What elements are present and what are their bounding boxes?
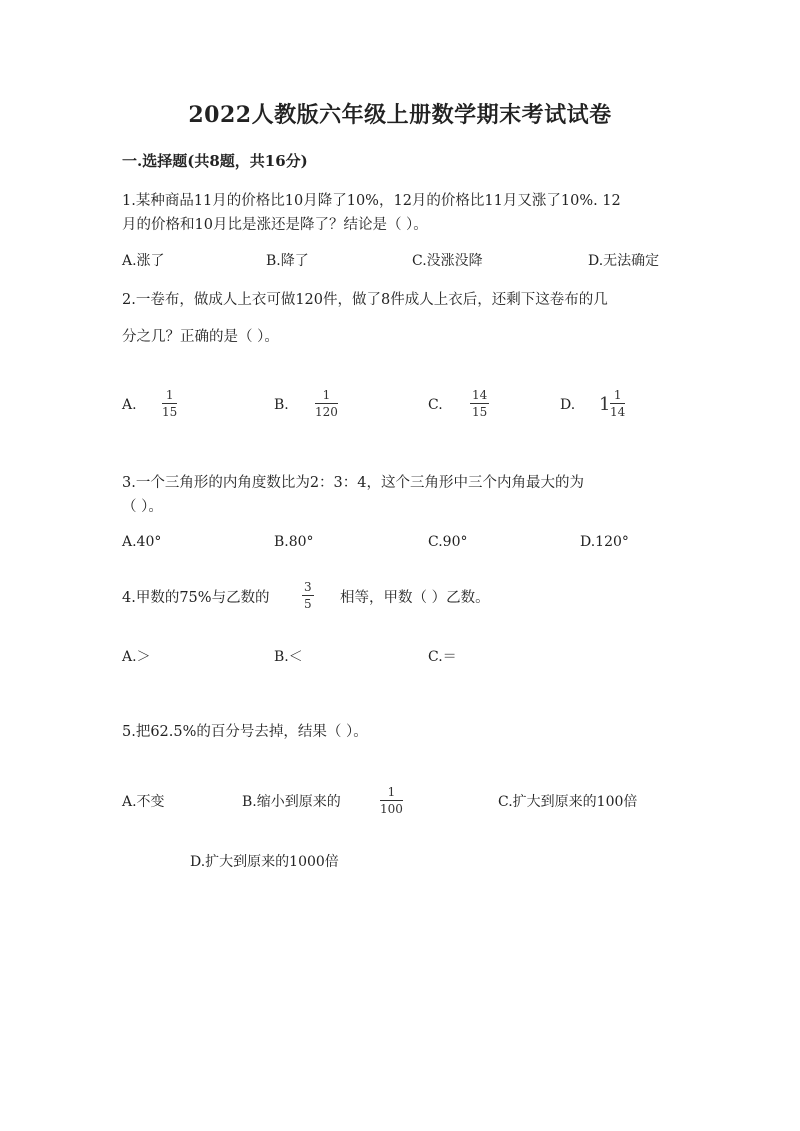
fraction-numerator: 1: [613, 388, 622, 402]
q2-option-d-fraction: [610, 389, 625, 419]
q3-option-b: B.80°: [274, 534, 314, 550]
fraction-denominator: 15: [162, 405, 178, 419]
fraction-numerator: 1: [165, 388, 174, 402]
q2-option-a-fraction: [162, 389, 177, 419]
q3-option-a: A.40°: [122, 534, 162, 550]
q2-option-a-label: A.: [122, 397, 137, 413]
q4-fraction: [302, 581, 314, 611]
question-4-text-after: 相等，甲数（ ）乙数。: [340, 590, 490, 606]
question-5-line-1: 5.把62.5%的百分号去掉，结果（ ）。: [122, 724, 368, 740]
q2-option-d-label: D.: [560, 397, 576, 413]
q4-option-c: C.＝: [428, 649, 457, 665]
q1-option-d: D.无法确定: [588, 253, 660, 269]
fraction-numerator: 14: [472, 388, 488, 402]
q2-option-b-label: B.: [274, 397, 289, 413]
fraction-denominator: 14: [610, 405, 626, 419]
q5-option-d: D.扩大到原来的1000倍: [190, 854, 339, 870]
question-3-line-1: 3.一个三角形的内角度数比为2：3：4，这个三角形中三个内角最大的为: [122, 475, 585, 491]
q2-option-b-fraction: [315, 389, 338, 419]
q5-option-b-fraction: [380, 786, 403, 816]
fraction-numerator: 1: [322, 388, 331, 402]
q1-option-b: B.降了: [266, 253, 309, 269]
q4-option-a: A.＞: [122, 649, 151, 665]
question-1-line-2: 月的价格和10月比是涨还是降了？结论是（ ）。: [122, 217, 428, 233]
page-title: 2022人教版六年级上册数学期末考试试卷: [188, 102, 612, 128]
question-2-line-1: 2.一卷布，做成人上衣可做120件，做了8件成人上衣后，还剩下这卷布的几: [122, 292, 608, 308]
question-4-text-before: 4.甲数的75%与乙数的: [122, 590, 270, 606]
question-1-line-1: 1.某种商品11月的价格比10月降了10%，12月的价格比11月又涨了10%. 12: [122, 193, 621, 209]
mixed-number-whole: 1: [599, 394, 611, 415]
question-2-line-2: 分之几？正确的是（ ）。: [122, 329, 279, 345]
q4-option-b: B.＜: [274, 649, 303, 665]
question-3-line-2: （ ）。: [122, 499, 163, 515]
q1-option-c: C.没涨没降: [412, 253, 483, 269]
q1-option-a: A.涨了: [122, 253, 165, 269]
q3-option-d: D.120°: [580, 534, 629, 550]
fraction-denominator: 5: [304, 597, 312, 611]
q5-option-b: B.缩小到原来的: [242, 794, 341, 810]
fraction-denominator: 120: [315, 405, 338, 419]
fraction-numerator: 1: [387, 785, 396, 799]
q2-option-c-label: C.: [428, 397, 443, 413]
fraction-numerator: 3: [304, 580, 312, 594]
q2-option-c-fraction: [470, 389, 489, 419]
q3-option-c: C.90°: [428, 534, 468, 550]
fraction-denominator: 100: [380, 802, 403, 816]
fraction-denominator: 15: [472, 405, 488, 419]
q5-option-a: A.不变: [122, 794, 165, 810]
q5-option-c: C.扩大到原来的100倍: [498, 794, 638, 810]
section-heading: 一.选择题(共8题，共16分): [122, 152, 308, 170]
